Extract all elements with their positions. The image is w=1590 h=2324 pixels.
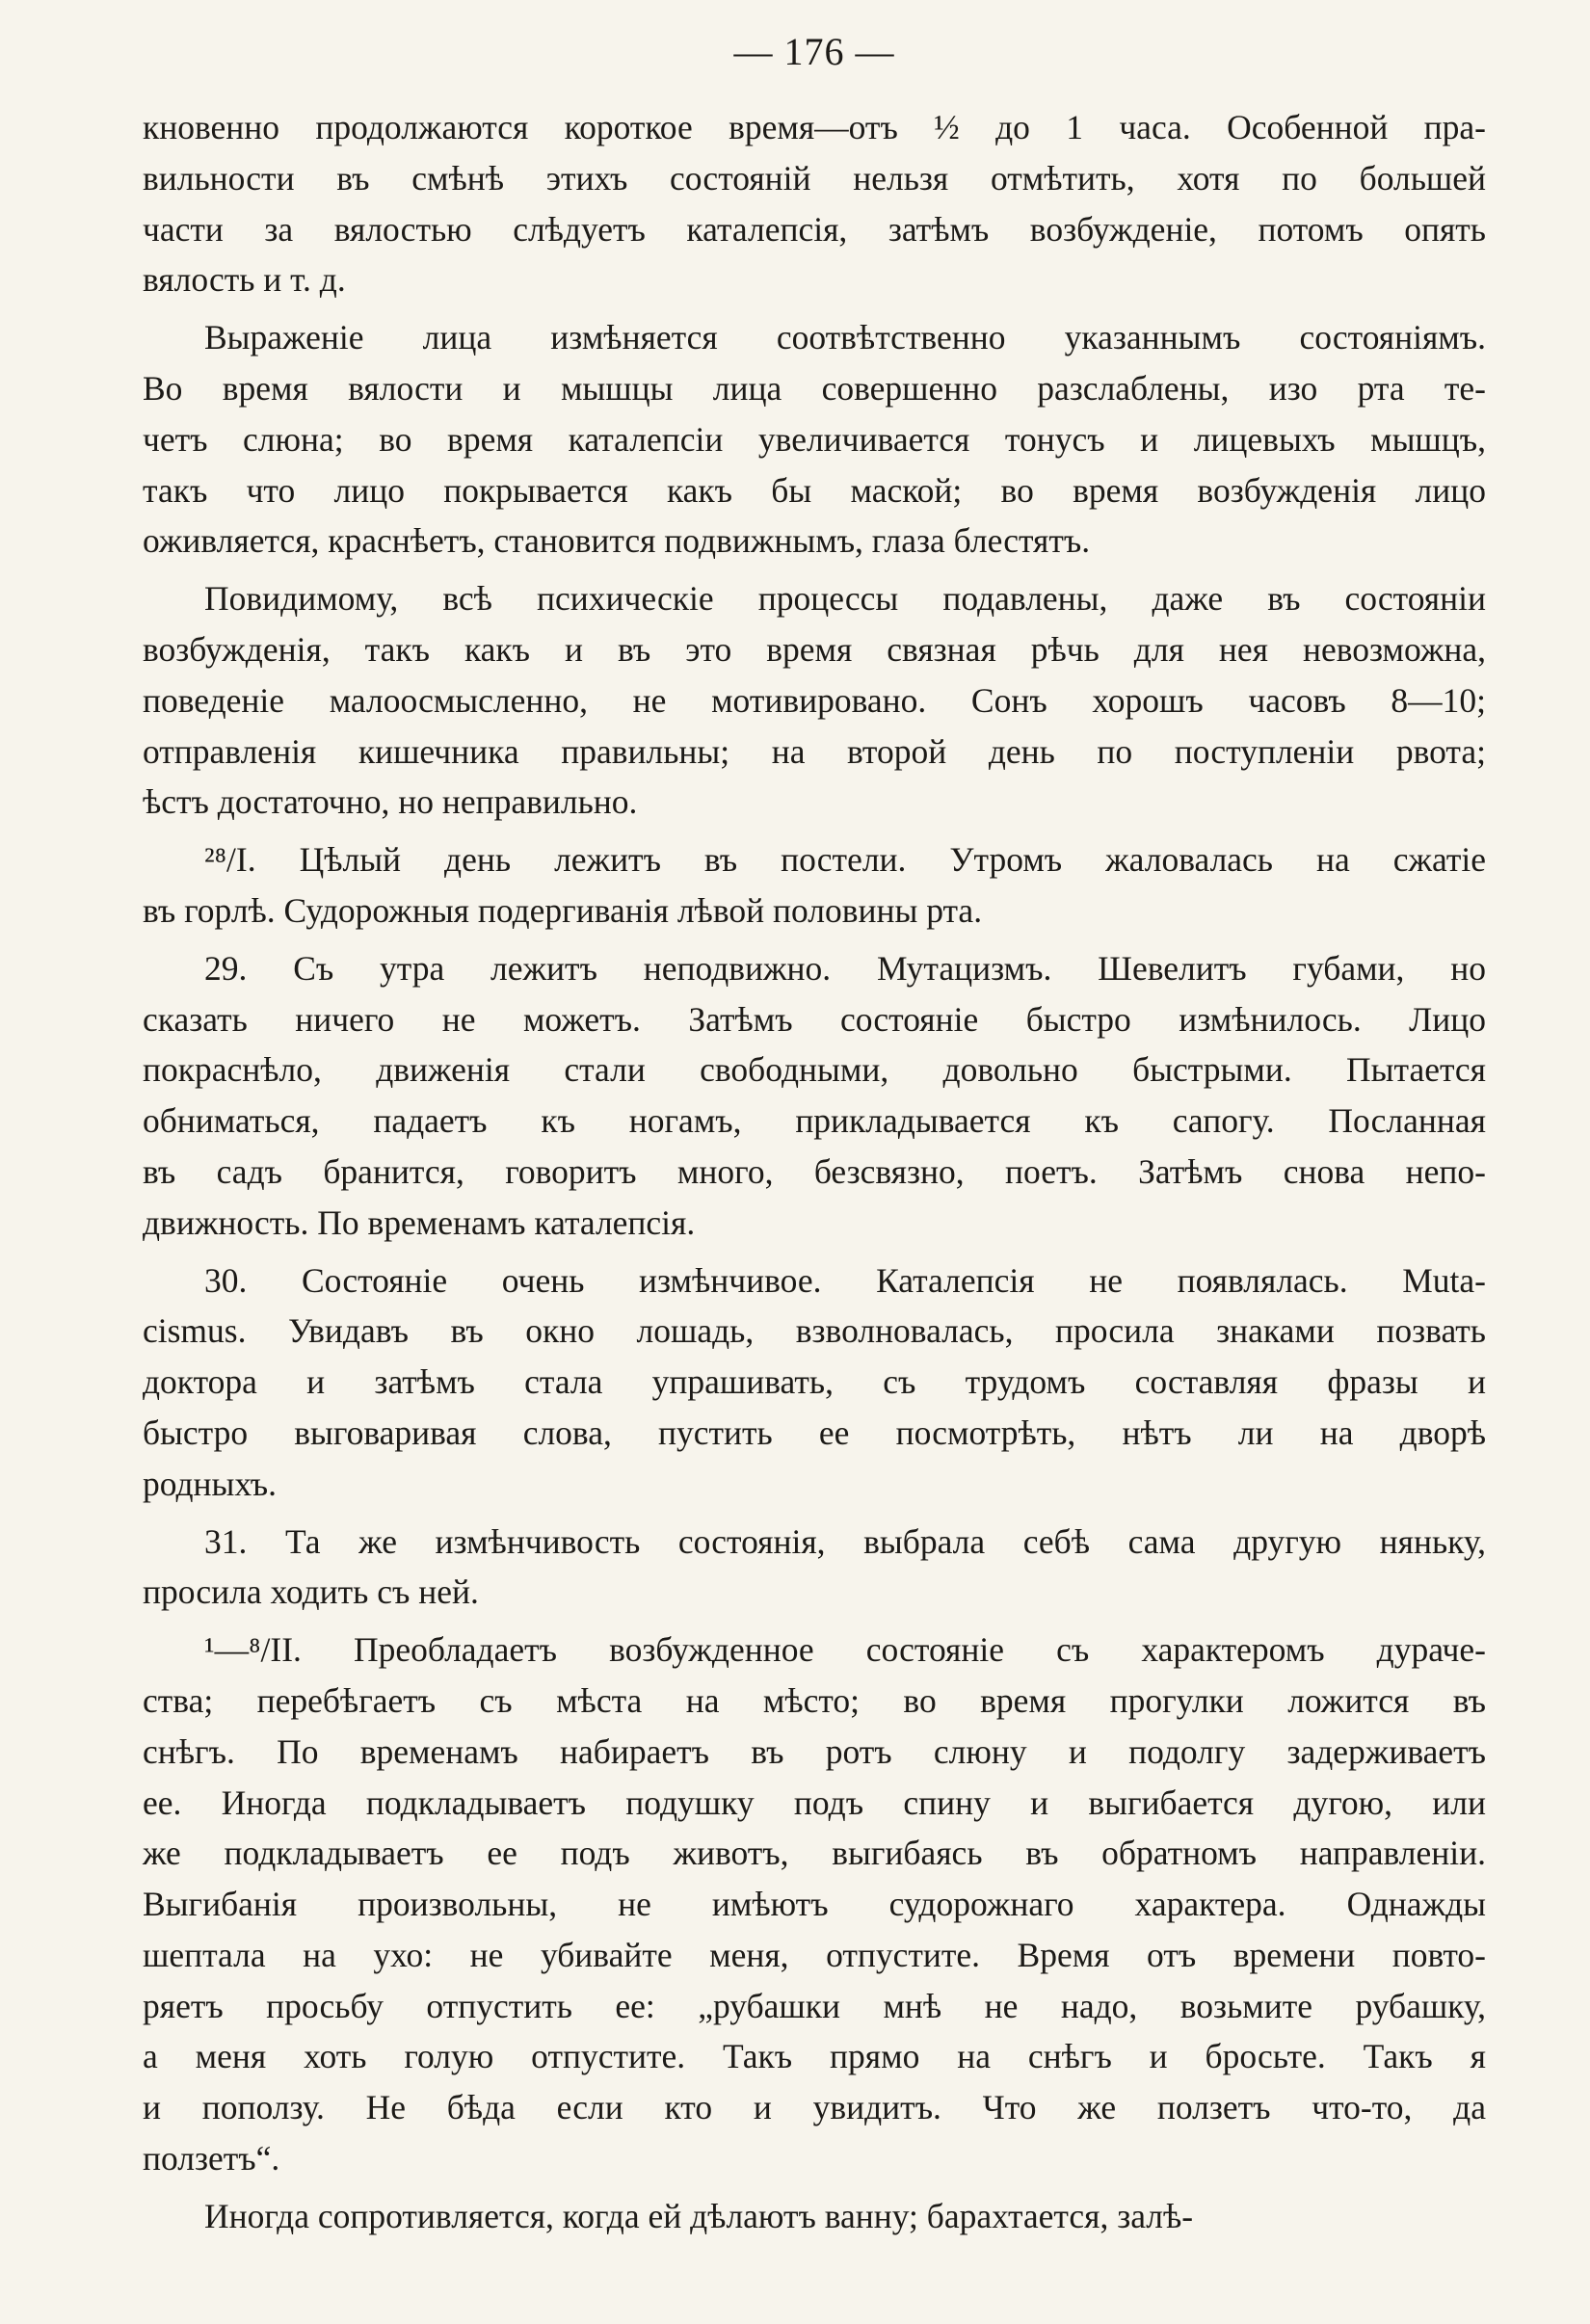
- text-line: Во время вялости и мышцы лица совершенно разслаблены, изо рта те-: [143, 368, 1486, 408]
- text-line: въ горлѣ. Судорожныя подергиванія лѣвой половины рта.: [143, 890, 983, 930]
- paragraph: [143, 573, 1486, 828]
- paragraph: [143, 1517, 1486, 1619]
- text-line: ее. Иногда подкладываетъ подушку подъ спину и выгибается дугою, или: [143, 1783, 1486, 1822]
- text-line: отправленія кишечника правильны; на второй день по поступленіи рвота;: [143, 731, 1486, 771]
- text-line: шептала на ухо: не убивайте меня, отпустите. Время отъ времени повто-: [143, 1935, 1486, 1974]
- paragraph: [143, 312, 1486, 567]
- text-line: части за вялостью слѣдуетъ каталепсія, затѣмъ возбужденіе, потомъ опять: [143, 209, 1486, 249]
- text-line: ¹—⁸/II. Преобладаетъ возбужденное состояніе съ характеромъ дураче-: [204, 1630, 1486, 1670]
- text-line: же подкладываетъ ее подъ животъ, выгибаясь въ обратномъ направленіи.: [143, 1834, 1486, 1873]
- text-line: покраснѣло, движенія стали свободными, довольно быстрыми. Пытается: [143, 1050, 1486, 1090]
- paragraph: [143, 943, 1486, 1249]
- text-line: 31. Та же измѣнчивость состоянія, выбрала себѣ сама другую няньку,: [204, 1521, 1486, 1561]
- text-line: Иногда сопротивляется, когда ей дѣлаютъ ванну; барахтается, залѣ-: [204, 2196, 1194, 2235]
- text-line: обниматься, падаетъ къ ногамъ, прикладывается къ сапогу. Посланная: [143, 1101, 1486, 1141]
- text-line: въ садъ бранится, говоритъ много, безсвязно, поетъ. Затѣмъ снова непо-: [143, 1151, 1486, 1191]
- text-line: быстро выговаривая слова, пустить ее посмотрѣть, нѣтъ ли на дворѣ: [143, 1413, 1486, 1452]
- text-line: ряетъ просьбу отпустить ее: „рубашки мнѣ не надо, возьмите рубашку,: [143, 1986, 1486, 2025]
- text-line: 30. Состояніе очень измѣнчивое. Каталепсія не появлялась. Muta-: [204, 1260, 1486, 1300]
- text-line: Повидимому, всѣ психическіе процессы подавлены, даже въ состояніи: [204, 579, 1486, 619]
- text-line: поведеніе малоосмысленно, не мотивировано. Сонъ хорошъ часовъ 8—10;: [143, 680, 1486, 720]
- text-line: движность. По временамъ каталепсія.: [143, 1202, 696, 1242]
- page-number: — 176 —: [733, 30, 895, 73]
- body-text: [143, 102, 1486, 2242]
- text-line: оживляется, краснѣетъ, становится подвижнымъ, глаза блестятъ.: [143, 521, 1091, 561]
- text-line: Выраженіе лица измѣняется соотвѣтственно указаннымъ состояніямъ.: [204, 318, 1486, 357]
- text-line: кновенно продолжаются короткое время—отъ ½ до 1 часа. Особенной пра-: [143, 108, 1486, 146]
- paragraph: [143, 1624, 1486, 2184]
- text-line: ства; перебѣгаетъ съ мѣста на мѣсто; во время прогулки ложится въ: [143, 1680, 1486, 1720]
- text-line: просила ходить съ ней.: [143, 1572, 479, 1612]
- text-line: вялость и т. д.: [143, 260, 346, 300]
- paragraph: [143, 1255, 1486, 1510]
- text-line: четъ слюна; во время каталепсіи увеличивается тонусъ и лицевыхъ мышцъ,: [143, 419, 1486, 459]
- text-line: вильности въ смѣнѣ этихъ состояній нельзя отмѣтить, хотя по большей: [143, 158, 1486, 198]
- text-line: 29. Съ утра лежитъ неподвижно. Мутацизмъ. Шевелитъ губами, но: [204, 948, 1486, 988]
- text-line: Выгибанія произвольны, не имѣютъ судорожнаго характера. Однажды: [143, 1885, 1486, 1924]
- paragraph: [143, 102, 1486, 305]
- text-line: родныхъ.: [143, 1464, 278, 1503]
- text-line: сказать ничего не можетъ. Затѣмъ состояніе быстро измѣнилось. Лицо: [143, 999, 1486, 1039]
- paragraph: [143, 834, 1486, 937]
- text-line: а меня хоть голую отпустите. Такъ прямо на снѣгъ и бросьте. Такъ я: [143, 2037, 1486, 2076]
- paragraph: [143, 2191, 1486, 2242]
- text-line: снѣгъ. По временамъ набираетъ въ ротъ слюну и подолгу задерживаетъ: [143, 1731, 1486, 1771]
- text-line: доктора и затѣмъ стала упрашивать, съ трудомъ составляя фразы и: [143, 1362, 1486, 1402]
- text-line: возбужденія, такъ какъ и въ это время связная рѣчь для нея невозможна,: [143, 629, 1486, 669]
- text-line: ползетъ“.: [143, 2139, 280, 2179]
- text-line: и поползу. Не бѣда если кто и увидитъ. Что же ползетъ что-то, да: [143, 2088, 1486, 2127]
- text-line: ²⁸/I. Цѣлый день лежитъ въ постели. Утромъ жаловалась на сжатіе: [204, 840, 1486, 880]
- text-line: такъ что лицо покрывается какъ бы маской; во время возбужденія лицо: [143, 470, 1486, 510]
- text-line: ѣстъ достаточно, но неправильно.: [143, 782, 638, 822]
- text-line: cismus. Увидавъ въ окно лошадь, взволновалась, просила знаками позвать: [143, 1311, 1486, 1351]
